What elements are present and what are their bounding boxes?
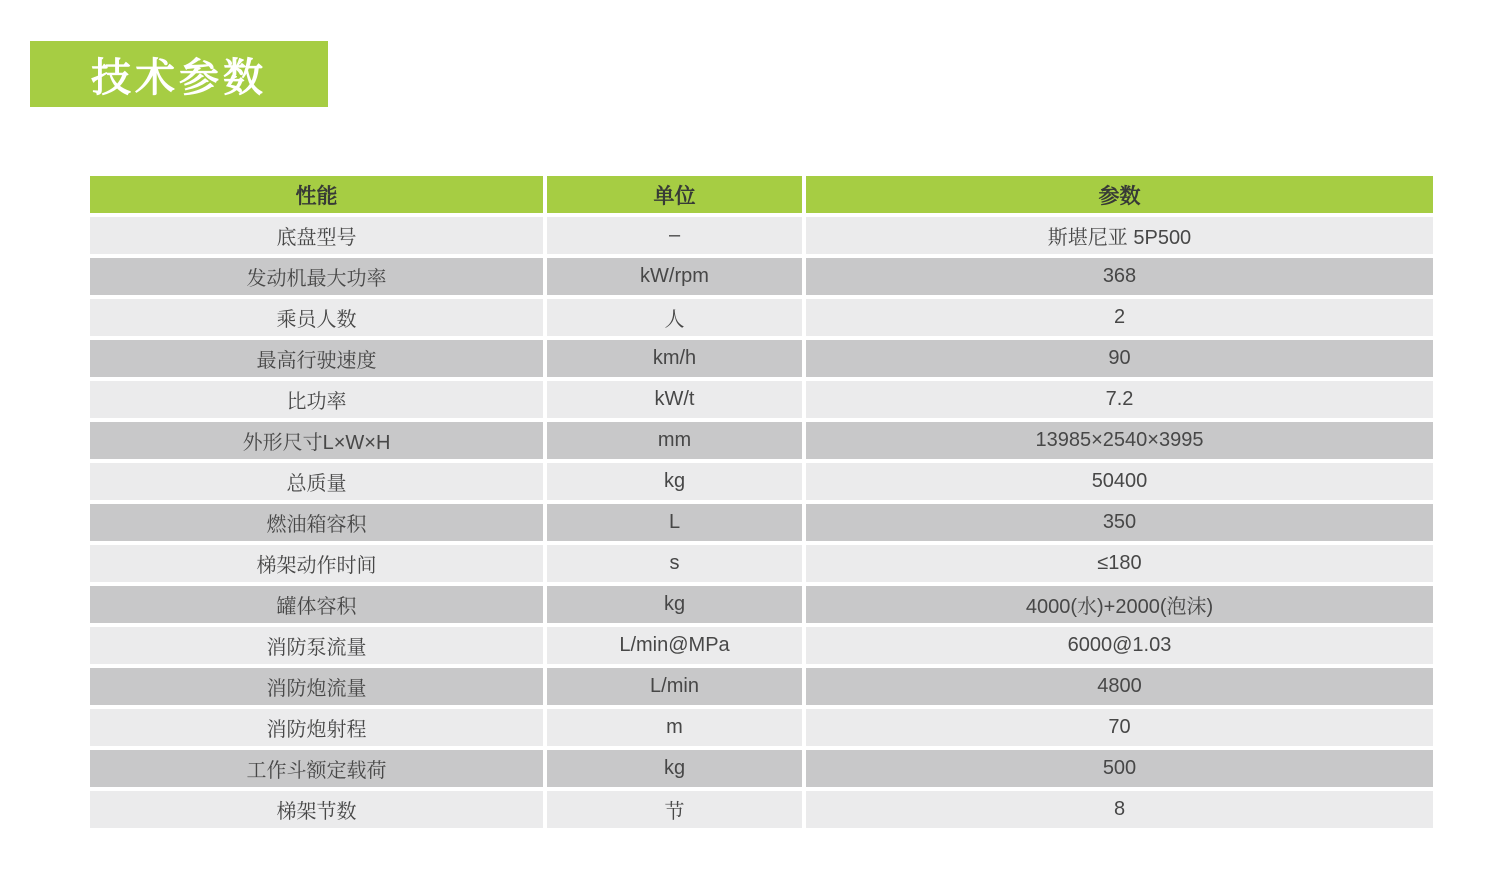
spec-unit-cell: s — [545, 543, 804, 584]
spec-value-cell: 斯堪尼亚 5P500 — [804, 215, 1433, 256]
table-row — [90, 338, 1433, 379]
spec-name-cell: 总质量 — [90, 461, 545, 502]
spec-value-cell: 90 — [804, 338, 1433, 379]
column-header-unit: 单位 — [545, 176, 804, 215]
spec-value-cell: 6000@1.03 — [804, 625, 1433, 666]
spec-unit-cell: kg — [545, 748, 804, 789]
spec-name-cell: 消防泵流量 — [90, 625, 545, 666]
spec-value-cell: 500 — [804, 748, 1433, 789]
table-row — [90, 707, 1433, 748]
spec-value-cell: 350 — [804, 502, 1433, 543]
spec-unit-cell: kg — [545, 461, 804, 502]
spec-name-cell: 工作斗额定载荷 — [90, 748, 545, 789]
spec-value-cell: 4800 — [804, 666, 1433, 707]
spec-value-cell: ≤180 — [804, 543, 1433, 584]
spec-value-cell: 4000(水)+2000(泡沫) — [804, 584, 1433, 625]
table-row — [90, 666, 1433, 707]
column-header-performance: 性能 — [90, 176, 545, 215]
table-row — [90, 789, 1433, 830]
page-title-badge — [30, 41, 328, 107]
table-row — [90, 215, 1433, 256]
spec-name-cell: 底盘型号 — [90, 215, 545, 256]
spec-name-cell: 最高行驶速度 — [90, 338, 545, 379]
table-row — [90, 420, 1433, 461]
table-row — [90, 502, 1433, 543]
spec-unit-cell: m — [545, 707, 804, 748]
spec-unit-cell: kW/rpm — [545, 256, 804, 297]
spec-unit-cell: 节 — [545, 789, 804, 830]
spec-value-cell: 368 — [804, 256, 1433, 297]
spec-table — [90, 176, 1433, 832]
spec-name-cell: 燃油箱容积 — [90, 502, 545, 543]
spec-name-cell: 梯架动作时间 — [90, 543, 545, 584]
spec-unit-cell: kg — [545, 584, 804, 625]
spec-unit-cell: L — [545, 502, 804, 543]
table-header-row — [90, 176, 1433, 215]
spec-unit-cell: kW/t — [545, 379, 804, 420]
spec-value-cell: 2 — [804, 297, 1433, 338]
spec-name-cell: 消防炮流量 — [90, 666, 545, 707]
spec-unit-cell: km/h — [545, 338, 804, 379]
spec-unit-cell: 人 — [545, 297, 804, 338]
spec-value-cell: 50400 — [804, 461, 1433, 502]
table-row — [90, 297, 1433, 338]
spec-value-cell: 70 — [804, 707, 1433, 748]
table-row — [90, 748, 1433, 789]
spec-unit-cell: – — [545, 215, 804, 256]
table-row — [90, 256, 1433, 297]
spec-unit-cell: L/min — [545, 666, 804, 707]
table-row — [90, 379, 1433, 420]
table-row — [90, 625, 1433, 666]
spec-value-cell: 8 — [804, 789, 1433, 830]
table-row — [90, 584, 1433, 625]
spec-name-cell: 外形尺寸L×W×H — [90, 420, 545, 461]
spec-name-cell: 梯架节数 — [90, 789, 545, 830]
column-header-parameter: 参数 — [804, 176, 1433, 215]
spec-name-cell: 比功率 — [90, 379, 545, 420]
table-row — [90, 461, 1433, 502]
table-row — [90, 543, 1433, 584]
spec-unit-cell: mm — [545, 420, 804, 461]
page-title: 技术参数 — [91, 55, 267, 100]
spec-unit-cell: L/min@MPa — [545, 625, 804, 666]
spec-name-cell: 乘员人数 — [90, 297, 545, 338]
spec-name-cell: 发动机最大功率 — [90, 256, 545, 297]
spec-value-cell: 13985×2540×3995 — [804, 420, 1433, 461]
spec-name-cell: 罐体容积 — [90, 584, 545, 625]
spec-value-cell: 7.2 — [804, 379, 1433, 420]
spec-name-cell: 消防炮射程 — [90, 707, 545, 748]
